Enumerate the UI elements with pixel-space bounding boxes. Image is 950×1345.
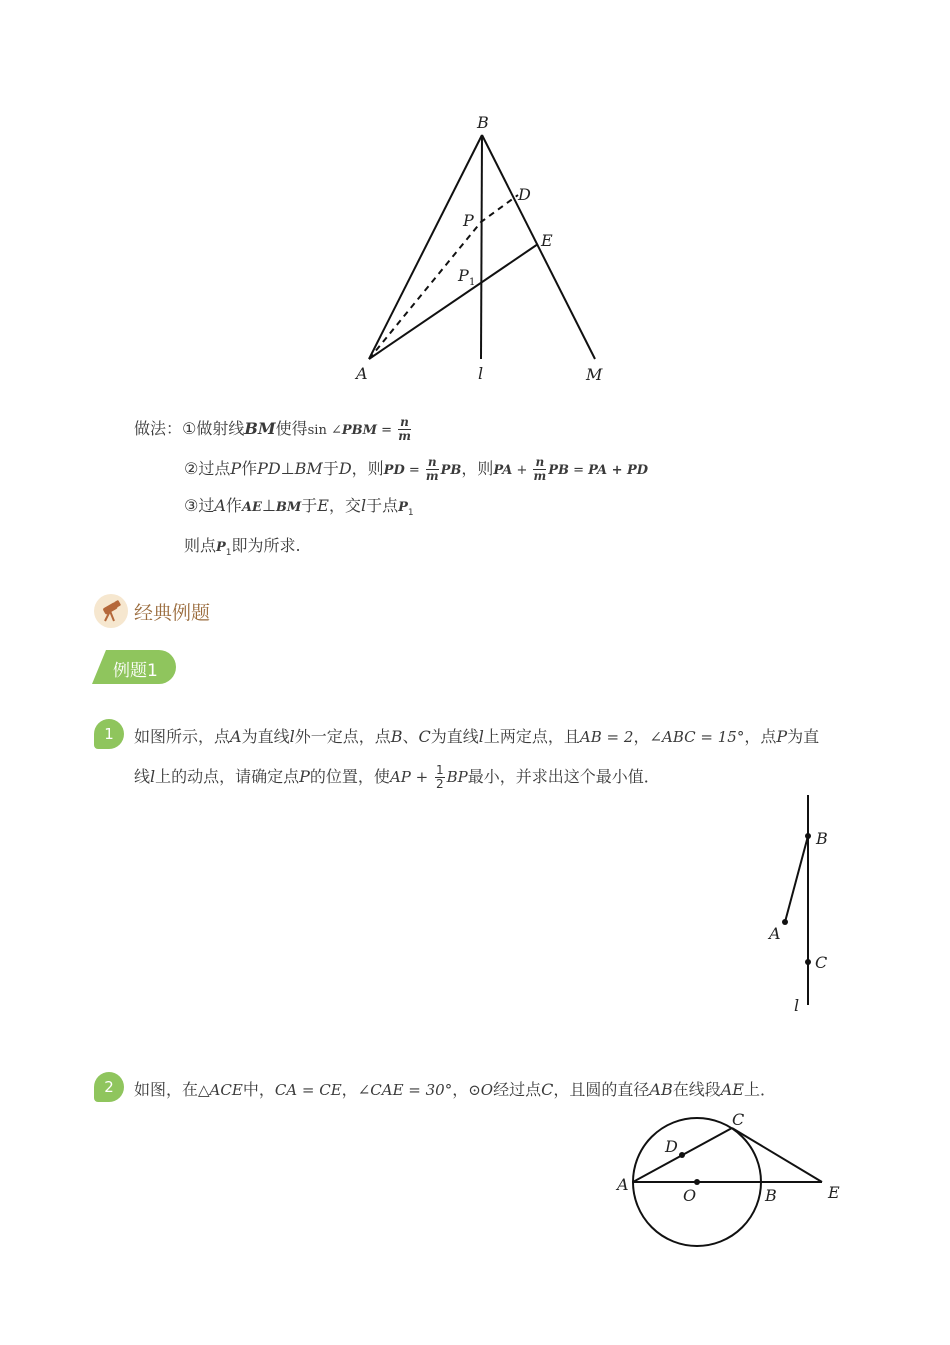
dashed-apd	[369, 195, 518, 359]
p2-circ: ⊙O	[468, 1081, 494, 1099]
step1-eq: =	[377, 423, 397, 438]
label-b: B	[477, 113, 489, 132]
problem-2-figure	[610, 1105, 850, 1255]
step2-pd2: PD	[383, 463, 405, 478]
p2-a: 如图，在	[134, 1080, 199, 1099]
step3-e: 于点	[366, 496, 399, 515]
step3-b: 作	[225, 496, 242, 515]
step3-c: 于	[301, 496, 318, 515]
line-l	[481, 135, 482, 359]
p1-l2-P: P	[299, 767, 310, 786]
problem-2-text	[134, 1080, 776, 1100]
frac-num: n	[535, 455, 545, 469]
step2-rhs: PA + PD	[588, 463, 649, 478]
step2-e: ，则	[351, 459, 384, 478]
step2-d: D	[338, 459, 352, 478]
label-a: A	[356, 364, 368, 383]
problem-1-line-1	[134, 727, 819, 747]
step2-pd: PD	[257, 459, 281, 478]
p2-eq1: CA = CE	[274, 1081, 342, 1099]
section-icon-badge	[94, 594, 128, 628]
step2-eq2: =	[568, 463, 589, 478]
fraction-n-over-m	[398, 416, 411, 443]
p1-c: 外一定点，点	[294, 727, 391, 746]
label-a: A	[617, 1175, 629, 1194]
label-a: A	[769, 924, 781, 943]
problem-1-figure	[760, 790, 840, 1020]
step2-eq: =	[404, 463, 424, 478]
method-step-3	[184, 496, 414, 523]
label-p: P	[463, 211, 474, 230]
step2-bm: BM	[294, 459, 323, 478]
frac-den: 2	[435, 777, 444, 791]
p1-C: C	[418, 727, 431, 746]
p1-B: B	[390, 727, 403, 746]
step2-pa: PA	[493, 463, 513, 478]
label-l: l	[478, 364, 484, 383]
point-o	[694, 1179, 700, 1185]
segment-ae	[369, 244, 538, 359]
step4-p: P	[216, 540, 226, 555]
step3-a: ③过	[184, 496, 215, 515]
telescope-icon	[94, 594, 128, 628]
frac-num: n	[427, 455, 437, 469]
p1-P: P	[776, 727, 788, 746]
frac-den: m	[425, 469, 439, 483]
p2-AB: AB	[649, 1080, 673, 1099]
p1-l2-d: 最小，并求出这个最小值．	[467, 767, 660, 786]
method-step-2	[184, 456, 648, 483]
fraction-n-over-m-2	[426, 456, 439, 483]
p1-l2-bp: BP	[446, 768, 468, 786]
p1-e: 为直线	[430, 727, 479, 746]
step2-plus: +	[512, 463, 532, 478]
label-b: B	[816, 829, 828, 848]
p1-g: ，	[633, 727, 650, 746]
step2-p: P	[230, 459, 242, 478]
segment-ce	[732, 1128, 822, 1182]
point-d	[679, 1152, 685, 1158]
step2-f: ，则	[461, 459, 494, 478]
p2-c: ，	[341, 1080, 358, 1099]
step4-b: 即为所求.	[231, 536, 301, 555]
p1-d: 、	[402, 727, 419, 746]
step3-A: A	[214, 496, 226, 515]
step3-sub: 1	[407, 508, 414, 519]
segment-ab	[369, 135, 482, 359]
fraction-1-over-2	[435, 764, 445, 791]
frac-num: n	[400, 415, 409, 429]
p1-b: 为直线	[241, 727, 290, 746]
p1-l2-a: 线	[134, 767, 151, 786]
step1-text: ①做射线	[182, 419, 245, 438]
label-c: C	[815, 953, 828, 972]
frac-num: 1	[435, 763, 444, 777]
problem-2-number-badge: 2	[94, 1072, 124, 1102]
p1-angle: ∠ABC = 15°	[649, 728, 745, 746]
step3-d: ，交	[328, 496, 361, 515]
p1-h: ，点	[744, 727, 777, 746]
p1-A: A	[230, 727, 242, 746]
p1-l: l	[289, 727, 295, 746]
p1-l2-c: 的位置，使	[309, 767, 390, 786]
step2-pb2: PB	[548, 463, 569, 478]
label-p1-sub: 1	[469, 277, 476, 288]
step3-E: E	[317, 496, 329, 515]
label-d: D	[665, 1137, 678, 1156]
step1-mid: 使得	[275, 419, 308, 438]
fraction-n-over-m-3	[533, 456, 546, 483]
step2-b: 作	[241, 459, 258, 478]
step3-l: l	[360, 496, 367, 515]
label-m: M	[586, 365, 603, 384]
p1-l2-l: l	[150, 767, 156, 786]
label-b: B	[765, 1186, 777, 1205]
point-b	[805, 833, 811, 839]
step2-c: 于	[322, 459, 339, 478]
step3-perp: ⊥	[261, 496, 276, 515]
method-intro: 做法：	[134, 419, 183, 438]
p2-AE: AE	[720, 1080, 744, 1099]
frac-den: m	[533, 469, 547, 483]
segment-ab	[785, 836, 808, 922]
point-a	[782, 919, 788, 925]
label-p1: P	[458, 266, 469, 285]
p2-g: 在线段	[672, 1080, 721, 1099]
p1-f: 上两定点，且	[483, 727, 580, 746]
p2-d: ，	[452, 1080, 469, 1099]
p2-f: ，且圆的直径	[553, 1080, 650, 1099]
figure-1-diagram	[340, 105, 630, 390]
section-title: 经典例题	[134, 602, 211, 624]
frac-den: m	[398, 429, 411, 443]
method-step-4	[184, 536, 301, 563]
p2-angle: ∠CAE = 30°	[357, 1081, 453, 1099]
p2-C: C	[541, 1080, 554, 1099]
step1-bm: BM	[244, 419, 276, 438]
p1-l2-ap: AP +	[389, 768, 433, 786]
p1-l2: l	[478, 727, 484, 746]
p2-h: 上．	[743, 1080, 776, 1099]
step2-pb: PB	[440, 463, 462, 478]
label-d: D	[518, 185, 531, 204]
p1-ab: AB = 2	[579, 728, 634, 746]
step1-pbm: PBM	[341, 423, 378, 438]
problem-1-number-badge: 1	[94, 719, 124, 749]
label-c: C	[732, 1110, 745, 1129]
label-l: l	[794, 996, 800, 1015]
p2-b: 中，	[242, 1080, 275, 1099]
step4-a: 则点	[184, 536, 217, 555]
problem-1-line-2	[134, 764, 660, 791]
p2-e: 经过点	[493, 1080, 542, 1099]
label-o: O	[683, 1186, 697, 1205]
p1-l2-b: 上的动点，请确定点	[155, 767, 300, 786]
step3-p: P	[398, 500, 408, 515]
step3-ae: AE	[241, 500, 262, 515]
step1-sin: sin ∠	[307, 423, 342, 438]
point-c	[805, 959, 811, 965]
p1-i: 为直	[787, 727, 820, 746]
step2-perp: ⊥	[280, 459, 295, 478]
step2-a: ②过点	[184, 459, 231, 478]
example-tab-label: 例题1	[113, 661, 158, 681]
step3-bm: BM	[275, 500, 302, 515]
label-e: E	[828, 1183, 840, 1202]
label-e: E	[541, 231, 553, 250]
step4-sub: 1	[225, 548, 232, 559]
method-step-1	[134, 416, 413, 443]
p1-a: 如图所示，点	[134, 727, 231, 746]
p2-tri: △ACE	[198, 1081, 243, 1099]
ray-bm	[482, 135, 595, 359]
